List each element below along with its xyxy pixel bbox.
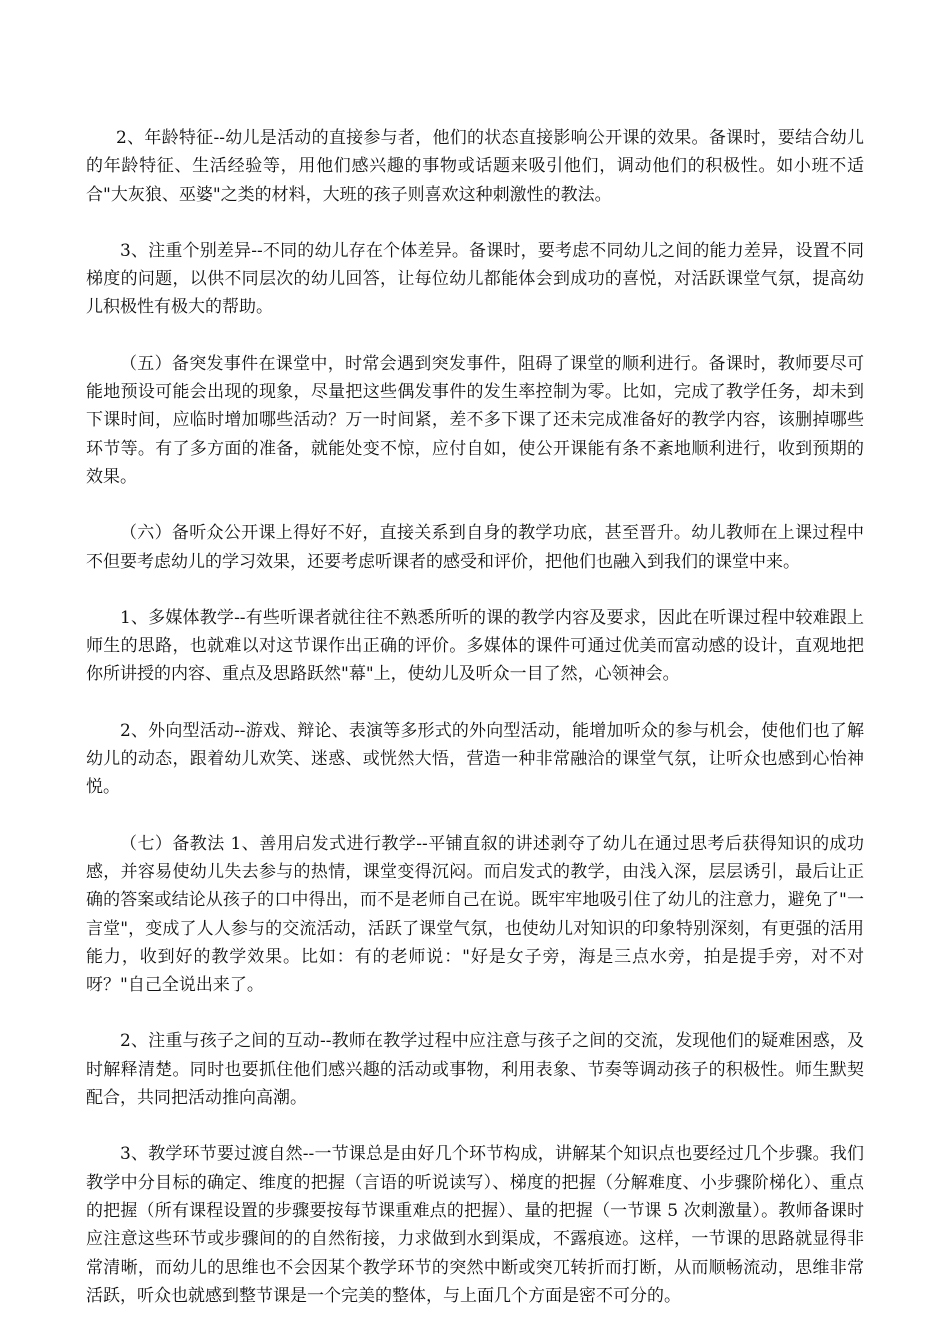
paragraph-age-characteristics: 2、年龄特征--幼儿是活动的直接参与者，他们的状态直接影响公开课的效果。备课时，要结合幼儿的年龄特征、生活经验等，用他们感兴趣的事物或话题来吸引他们，调动他们的积极性。如小班不适合"大灰狼、巫婆"之类的材料，大班的孩子则喜欢这种刺激性的教法。 — [86, 128, 864, 205]
paragraph-prepare-audience: （六）备听众公开课上得好不好，直接关系到自身的教学功底，甚至晋升。幼儿教师在上课过程中不但要考虑幼儿的学习效果，还要考虑听课者的感受和评价，把他们也融入到我们的课堂中来。 — [86, 523, 864, 572]
paragraph-multimedia-teaching: 1、多媒体教学--有些听课者就往往不熟悉所听的课的教学内容及要求，因此在听课过程中较难跟上师生的思路，也就难以对这节课作出正确的评价。多媒体的课件可通过优美而富动感的设计，直观地把你所讲授的内容、重点及思路跃然"幕"上，使幼儿及听众一目了然，心领神会。 — [86, 607, 864, 685]
paragraph-prepare-emergencies: （五）备突发事件在课堂中，时常会遇到突发事件，阻碍了课堂的顺利进行。备课时，教师要尽可能地预设可能会出现的现象，尽量把这些偶发事件的发生率控制为零。比如，完成了教学任务，却未到下课时间，应临时增加哪些活动？万一时间紧，差不多下课了还未完成准备好的教学内容，该删掉哪些环节等。有了多方面的准备，就能处变不惊，应付自如，使公开课能有条不紊地顺利进行，收到预期的效果。 — [86, 353, 864, 487]
paragraph-outward-activities: 2、外向型活动--游戏、辩论、表演等多形式的外向型活动，能增加听众的参与机会，使他们也了解幼儿的动态，跟着幼儿欢笑、迷惑、或恍然大悟，营造一种非常融洽的课堂气氛，让听众也感到心怡神悦。 — [86, 720, 864, 798]
paragraph-teaching-methods: （七）备教法 1、善用启发式进行教学--平铺直叙的讲述剥夺了幼儿在通过思考后获得知识的成功感，并容易使幼儿失去参与的热情，课堂变得沉闷。而启发式的教学，由浅入深，层层诱引，最后让正确的答案或结论从孩子的口中得出，而不是老师自己在说。既牢牢地吸引住了幼儿的注意力，避免了"一言堂"，变成了人人参与的交流活动，活跃了课堂气氛，也使幼儿对知识的印象特别深刻，有更强的活用能力，收到好的教学效果。比如：有的老师说："好是女子旁，海是三点水旁，拍是提手旁，对不对呀？"自己全说出来了。 — [86, 833, 864, 996]
paragraph-natural-transitions: 3、教学环节要过渡自然--一节课总是由好几个环节构成，讲解某个知识点也要经过几个步骤。我们教学中分目标的确定、维度的把握（言语的听说读写）、梯度的把握（分解难度、小步骤阶梯化）、重点的把握（所有课程设置的步骤要按每节课重难点的把握）、量的把握（一节课 5 次刺激量）。教师备课时应注意这些环节或步骤间的的自然衔接，力求做到水到渠成，不露痕迹。这样，一节课的思路就显得非常清晰，而幼儿的思维也不会因某个教学环节的突然中断或突兀转折而打断，从而顺畅流动，思维非常活跃，听众也就感到整节课是一个完美的整体，与上面几个方面是密不可分的。 — [86, 1144, 864, 1306]
paragraph-child-interaction: 2、注重与孩子之间的互动--教师在教学过程中应注意与孩子之间的交流，发现他们的疑难困惑，及时解释清楚。同时也要抓住他们感兴趣的活动或事物，利用表象、节奏等调动孩子的积极性。师生默契配合，共同把活动推向高潮。 — [86, 1031, 864, 1109]
document-body — [86, 124, 864, 1338]
paragraph-individual-differences: 3、注重个别差异--不同的幼儿存在个体差异。备课时，要考虑不同幼儿之间的能力差异，设置不同梯度的问题，以供不同层次的幼儿回答，让每位幼儿都能体会到成功的喜悦，对活跃课堂气氛，提高幼儿积极性有极大的帮助。 — [86, 240, 864, 318]
